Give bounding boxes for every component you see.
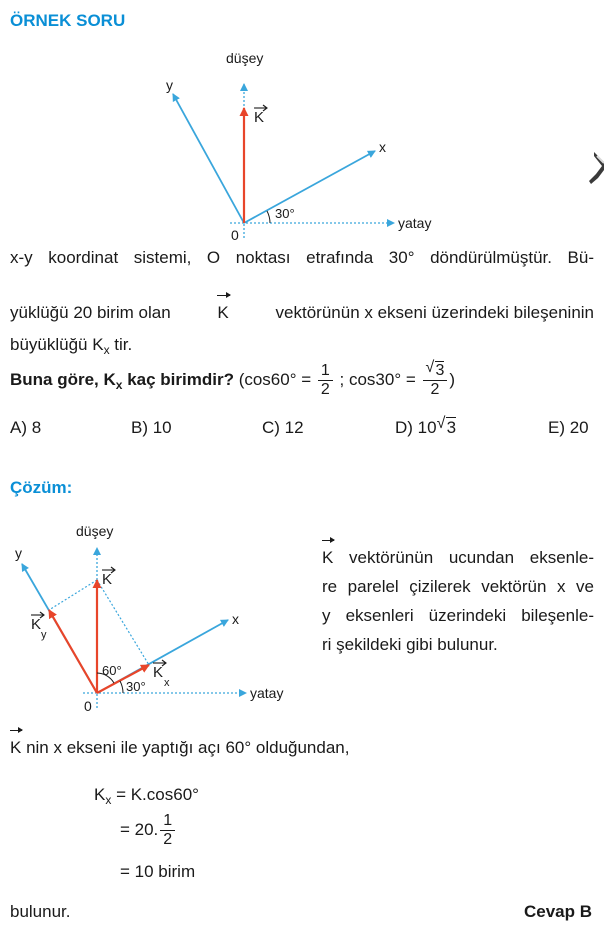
answer-label: Cevap B xyxy=(523,902,592,921)
footer-text: bulunur. xyxy=(10,902,71,921)
option-c[interactable]: C) 12 xyxy=(262,418,304,437)
option-a[interactable]: A) 8 xyxy=(10,418,42,437)
y-axis xyxy=(173,94,244,223)
option-e[interactable]: E) 20 xyxy=(548,418,589,437)
origin-label: 0 xyxy=(84,698,92,714)
equation-2: = 20. $\frac{1}{2}$ xyxy=(120,812,177,849)
angle-label: 30° xyxy=(275,206,295,221)
solution-figure xyxy=(10,518,310,718)
yatay-label: yatay xyxy=(398,215,432,231)
example-text-line3: büyüklüğü $K_x$ tir. xyxy=(10,335,133,357)
x-axis xyxy=(244,151,375,223)
example-question: Buna göre, $K_x$ kaç birimdir? (cos60° = $\frac{1}{2}$ ; cos30° = √ 3 2 ) xyxy=(10,359,456,399)
magnifier-icon xyxy=(588,148,604,186)
k-label: K xyxy=(254,109,265,126)
projection-x xyxy=(97,580,149,665)
ky-label: K xyxy=(31,616,42,633)
k-label: K xyxy=(102,571,113,588)
equation-1: $K_x = K.\cos 60^\circ$ xyxy=(94,785,199,807)
angle-30-label: 30° xyxy=(126,679,146,694)
text-line2-b: vektörünün x ekseni üzerindeki bileşeninin xyxy=(275,303,594,322)
example-figure xyxy=(150,48,450,248)
text-line2-a: yüklüğü 20 birim olan xyxy=(10,303,171,322)
equation-3: = 10 birim xyxy=(120,862,196,881)
origin-label: 0 xyxy=(231,227,239,243)
k-vector-symbol: K xyxy=(217,298,228,327)
option-b[interactable]: B) 10 xyxy=(131,418,172,437)
x-label: x xyxy=(379,139,386,155)
option-d[interactable]: D) 10 √ 3 xyxy=(395,415,457,437)
yatay-label: yatay xyxy=(250,685,284,701)
y-label: y xyxy=(15,545,22,561)
y-label: y xyxy=(166,77,173,93)
example-text-line2 xyxy=(10,298,594,327)
kx-label: K xyxy=(153,664,164,681)
example-heading: ÖRNEK SORU xyxy=(10,11,126,30)
example-text-line1: x-y koordinat sistemi, O noktası etrafında 30° döndürülmüştür. Bü- xyxy=(10,248,594,267)
angle-arc-30 xyxy=(120,681,123,693)
angle-arc xyxy=(267,211,270,223)
solution-side-text: K vektörünün ucundan eksenle- re parelel çizilerek vektörün x ve y eksenleri üzerindeki bileşenle- ri şekildeki gibi bulunur. xyxy=(322,543,594,659)
angle-60-label: 60° xyxy=(102,663,122,678)
kx-sub: x xyxy=(164,677,170,689)
dusey-label: düşey xyxy=(226,50,264,66)
x-label: x xyxy=(232,611,239,627)
projection-y xyxy=(49,580,97,610)
solution-heading: Çözüm: xyxy=(10,478,73,497)
dusey-label: düşey xyxy=(76,523,114,539)
ky-sub: y xyxy=(41,629,47,641)
ky-vector xyxy=(49,610,97,693)
solution-explain: K nin x ekseni ile yaptığı açı 60° olduğundan, xyxy=(10,733,594,762)
